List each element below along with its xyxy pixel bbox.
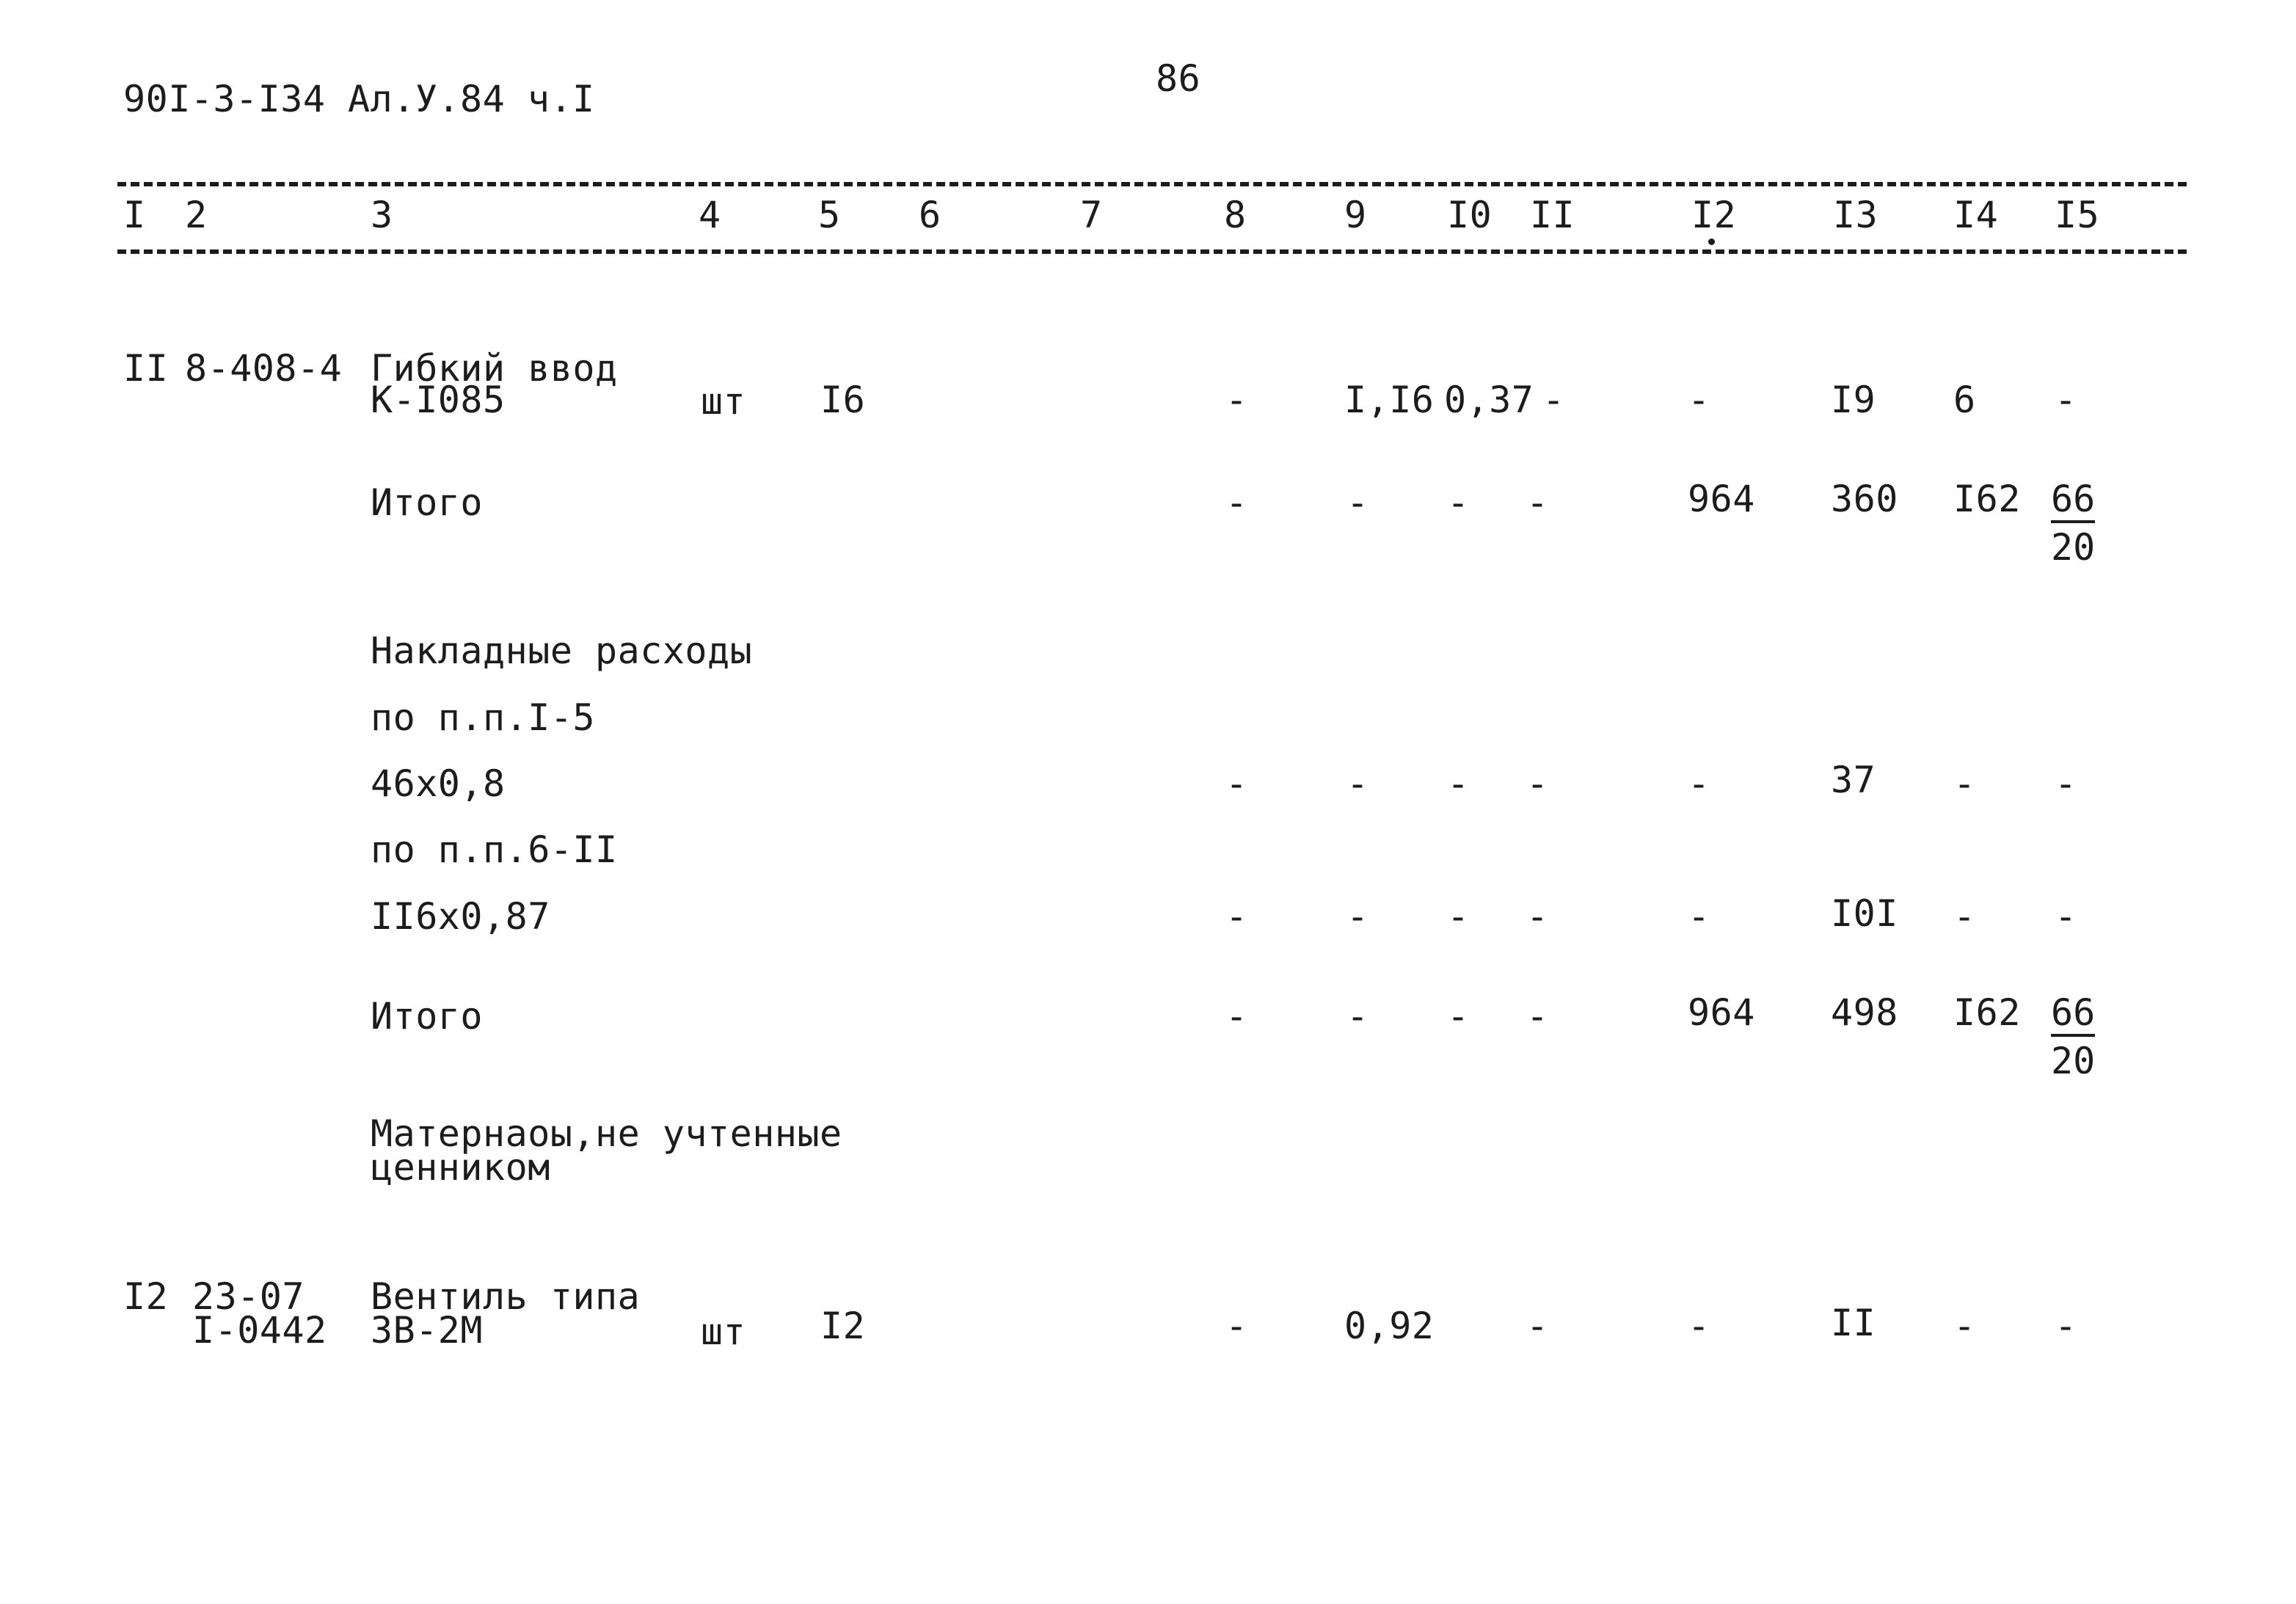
row2-col13: II — [1831, 1302, 1876, 1344]
overhead-calc-2-col12: - — [1688, 895, 1710, 938]
overhead-calc-1-col10: - — [1447, 762, 1470, 805]
row-col11: - — [1542, 379, 1565, 421]
overhead-calc-1: 46х0,8 — [371, 762, 506, 805]
column-header-15: I5 — [2055, 194, 2100, 236]
row-quantity: I6 — [820, 379, 866, 421]
grand-total-col14: I62 — [1953, 991, 2021, 1034]
overhead-items-6-11: по п.п.6-II — [371, 828, 618, 871]
grand-total-col9: - — [1346, 995, 1369, 1038]
row-name-line2: К-I085 — [371, 379, 506, 421]
overhead-calc-1-col13: 37 — [1831, 759, 1876, 801]
row2-code-line2: I-0442 — [192, 1309, 327, 1352]
row2-col14: - — [1953, 1305, 1976, 1347]
column-header-11: II — [1530, 194, 1575, 236]
grand-total-col8: - — [1225, 995, 1248, 1038]
total-col15-denominator: 20 — [2051, 526, 2096, 569]
overhead-calc-2-col13: I0I — [1831, 892, 1898, 935]
row-unit: шт — [701, 380, 746, 423]
grand-total-col15-fraction — [2051, 991, 2096, 1082]
row2-col15: - — [2055, 1305, 2077, 1347]
grand-total-col10: - — [1447, 995, 1470, 1038]
total-col10: - — [1447, 481, 1470, 524]
row2-quantity: I2 — [820, 1305, 866, 1347]
column-header-5: 5 — [818, 194, 841, 236]
column-header-10: I0 — [1447, 194, 1493, 236]
row-col15: - — [2055, 379, 2077, 421]
overhead-calc-1-col9: - — [1346, 762, 1369, 805]
overhead-calc-1-col8: - — [1225, 762, 1248, 805]
column-header-8: 8 — [1224, 194, 1247, 236]
row2-col11: - — [1526, 1305, 1549, 1347]
column-header-4: 4 — [699, 194, 721, 236]
materials-note-line2: ценником — [371, 1146, 550, 1189]
column-header-12: I2 — [1691, 194, 1737, 236]
overhead-label: Накладные расходы — [371, 630, 753, 672]
document-code: 90I-3-I34 Ал.У.84 ч.I — [123, 78, 595, 120]
grand-total-col15-numerator: 66 — [2051, 994, 2095, 1037]
column-header-12-dot — [1708, 238, 1715, 245]
overhead-calc-2-col11: - — [1526, 895, 1549, 938]
row2-col9: 0,92 — [1344, 1305, 1435, 1347]
grand-total-col12: 964 — [1688, 991, 1755, 1034]
total-col15-fraction — [2051, 478, 2096, 569]
row-col14: 6 — [1953, 379, 1976, 421]
row-code: 8-408-4 — [185, 347, 343, 390]
overhead-calc-1-col15: - — [2055, 762, 2077, 805]
column-header-2: 2 — [185, 194, 208, 236]
materials-note-line1: Матернаоы,не учтенные — [371, 1112, 842, 1155]
overhead-calc-1-col14: - — [1953, 762, 1976, 805]
overhead-items-1-5: по п.п.I-5 — [371, 696, 596, 739]
overhead-calc-1-col11: - — [1526, 762, 1549, 805]
grand-total-col11: - — [1526, 995, 1549, 1038]
total-col13: 360 — [1831, 478, 1898, 520]
column-header-14: I4 — [1953, 194, 1999, 236]
column-header-6: 6 — [919, 194, 941, 236]
row-col13: I9 — [1831, 379, 1876, 421]
row-col8: - — [1225, 379, 1248, 421]
overhead-calc-2-col15: - — [2055, 895, 2077, 938]
column-header-13: I3 — [1833, 194, 1878, 236]
total-col14: I62 — [1953, 478, 2021, 520]
overhead-calc-2-col10: - — [1447, 895, 1470, 938]
grand-total-label: Итого — [371, 995, 484, 1038]
total-col15-numerator: 66 — [2051, 481, 2095, 523]
row-col9: I,I6 — [1344, 379, 1435, 421]
overhead-calc-2-col8: - — [1225, 895, 1248, 938]
row2-unit: шт — [701, 1310, 746, 1353]
row2-col8: - — [1225, 1305, 1248, 1347]
column-header-1: I — [123, 194, 146, 236]
column-header-9: 9 — [1344, 194, 1367, 236]
total-col9: - — [1346, 481, 1369, 524]
row2-number: I2 — [123, 1275, 169, 1318]
column-header-7: 7 — [1080, 194, 1103, 236]
total-col11: - — [1526, 481, 1549, 524]
total-col12: 964 — [1688, 478, 1755, 520]
page-number: 86 — [1156, 57, 1201, 100]
row-col10: 0,37 — [1444, 379, 1534, 421]
row-col12: - — [1688, 379, 1710, 421]
overhead-calc-2-col9: - — [1346, 895, 1369, 938]
overhead-calc-1-col12: - — [1688, 762, 1710, 805]
row2-col12: - — [1688, 1305, 1710, 1347]
header-rule-top — [117, 182, 2187, 186]
total-label: Итого — [371, 481, 484, 524]
overhead-calc-2-col14: - — [1953, 895, 1976, 938]
total-col8: - — [1225, 481, 1248, 524]
grand-total-col13: 498 — [1831, 991, 1898, 1034]
row2-name-line2: 3В-2М — [371, 1309, 484, 1352]
row-name-line1: Гибкий ввод — [371, 347, 618, 390]
grand-total-col15-denominator: 20 — [2051, 1040, 2096, 1082]
header-rule-bottom — [117, 249, 2187, 254]
overhead-calc-2: II6х0,87 — [371, 895, 550, 938]
row2-code-line1: 23-07 — [192, 1275, 305, 1318]
column-header-3: 3 — [371, 194, 393, 236]
row2-name-line1: Вентиль типа — [371, 1275, 641, 1318]
row-number: II — [123, 347, 169, 390]
